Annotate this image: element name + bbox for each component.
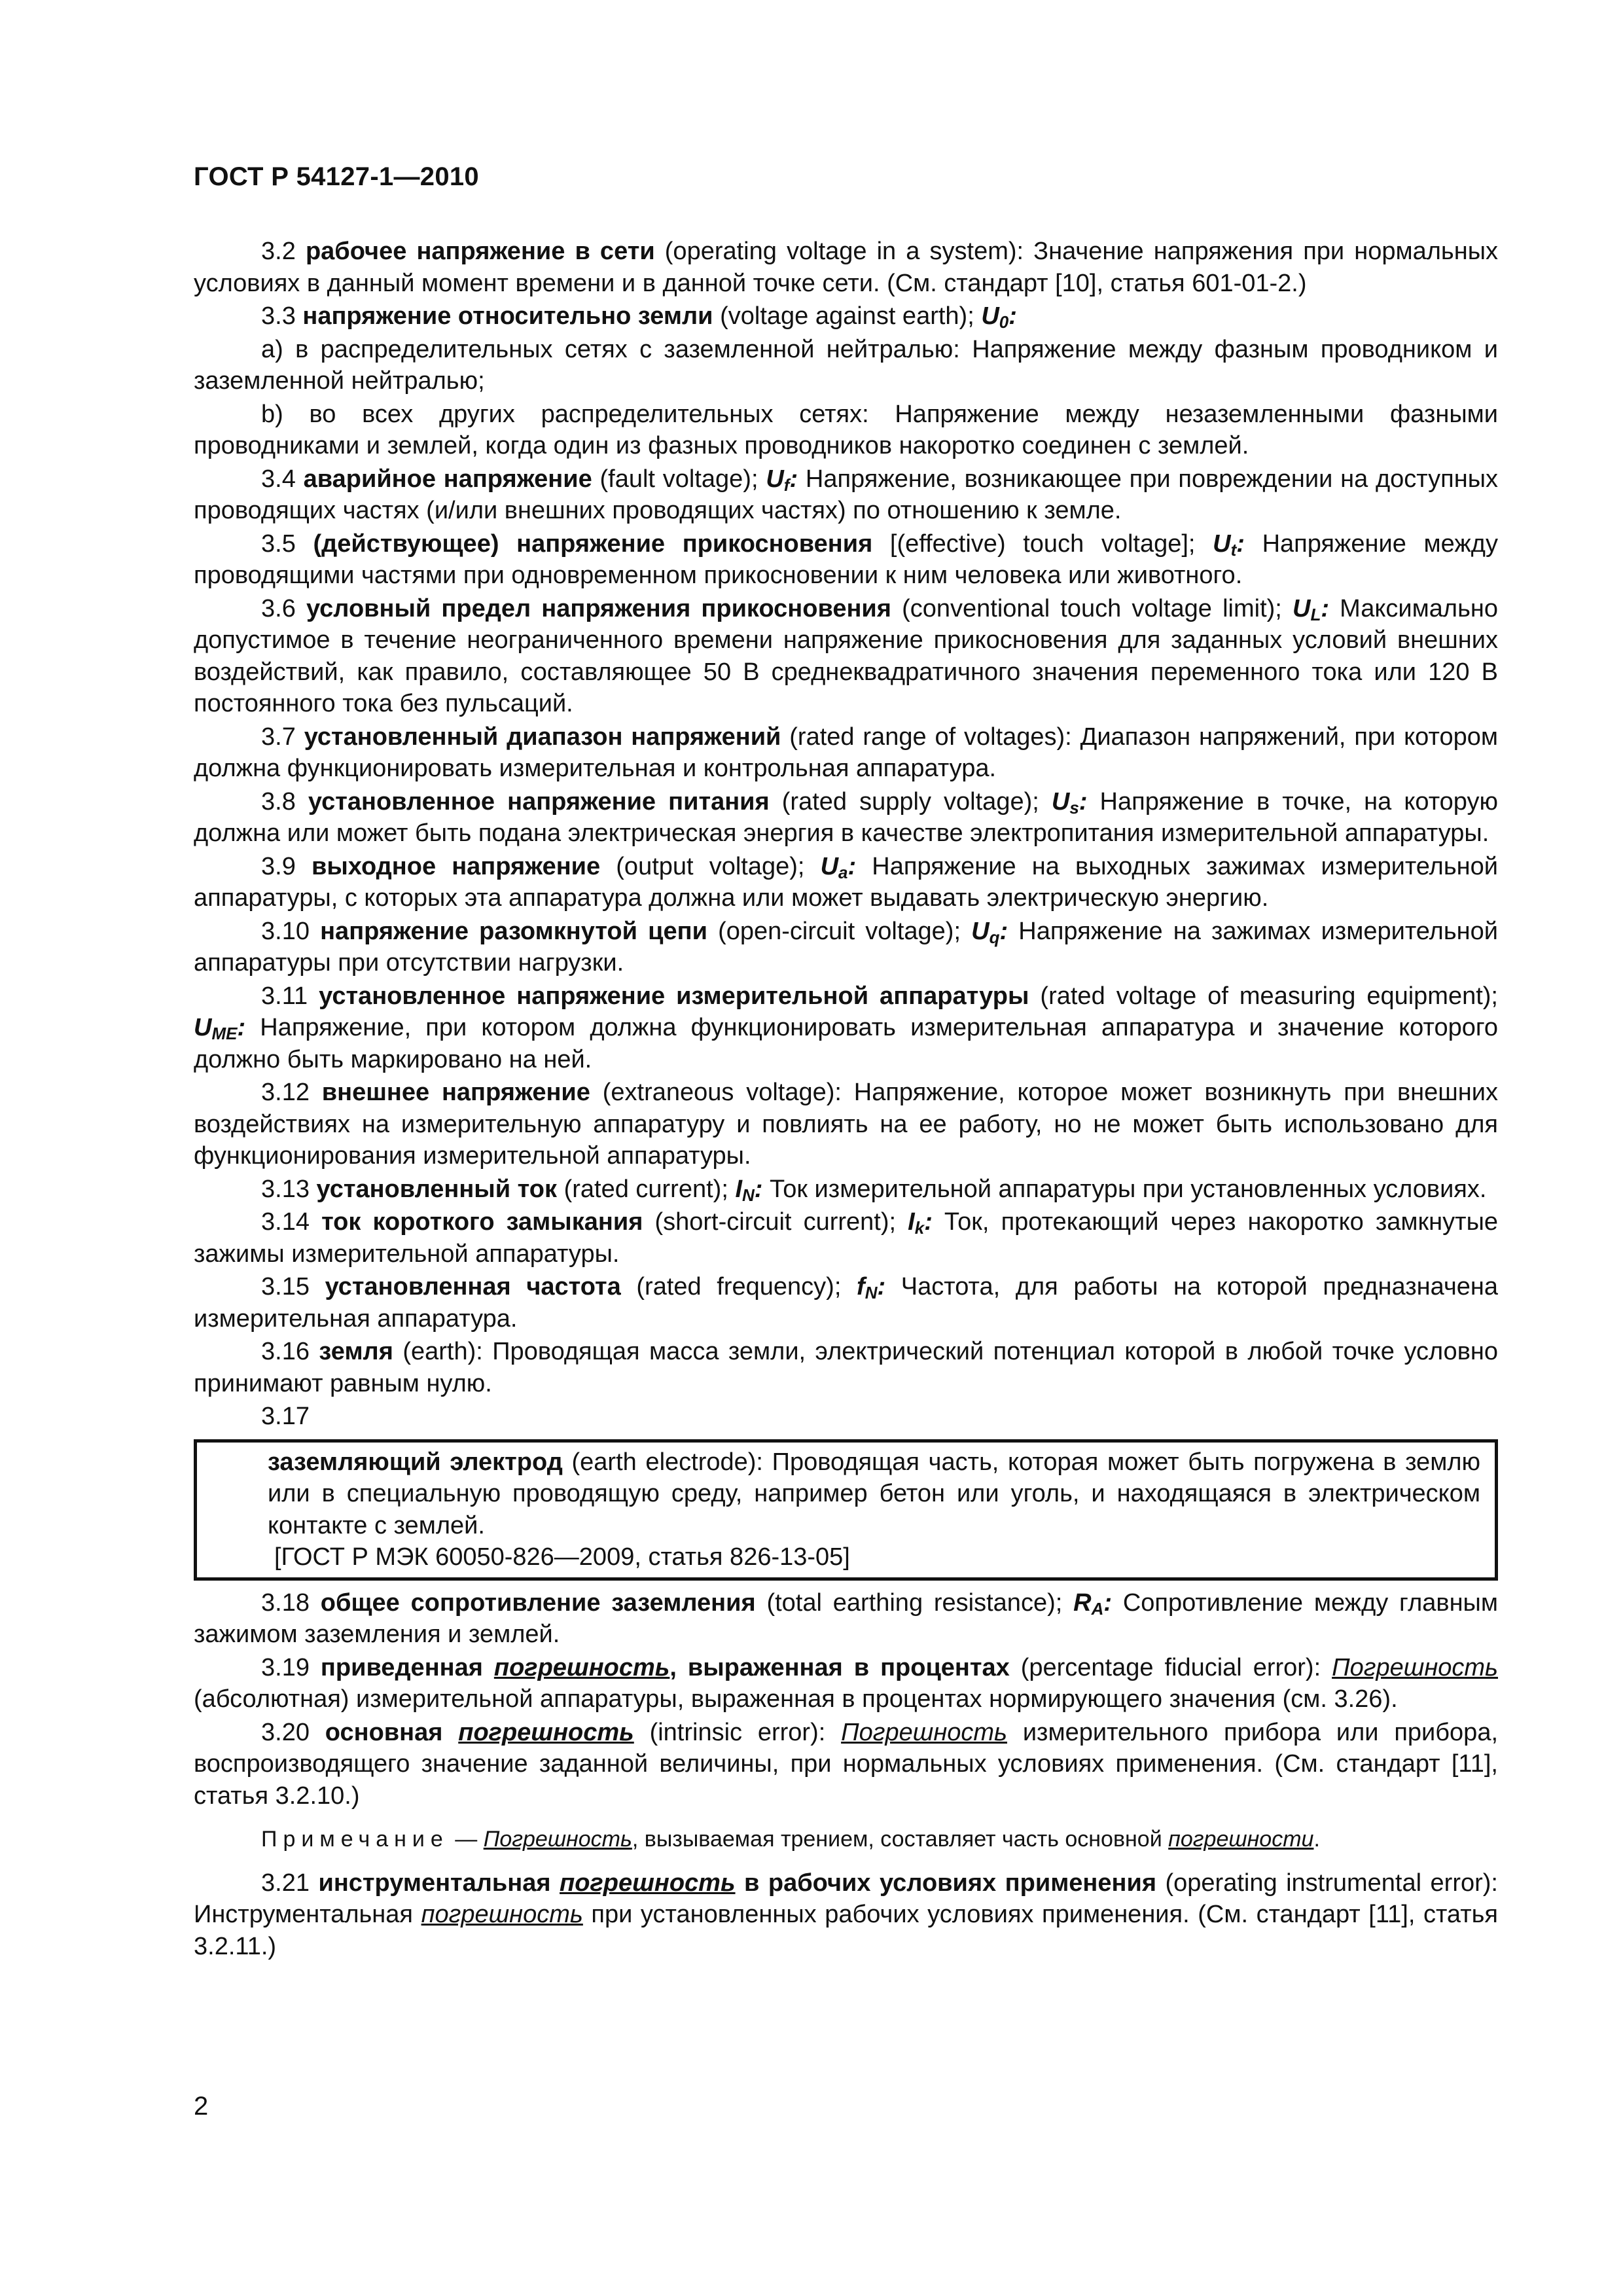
clause-3-11: 3.11 установленное напряжение измерительной аппаратуры (rated voltage of measuring equipment); $U_{ME}$: Напряжение, при котором должна функционировать измерительная аппаратура и значение которого должно быть маркировано на ней. [194,982,1498,1073]
term: условный предел напряжения прикосновения [306,594,891,622]
document-body [194,236,1498,1964]
term: напряжение разомкнутой цепи [320,917,707,945]
term-link[interactable]: погрешность [421,1901,583,1928]
clause-number: 3.12 [261,1079,310,1106]
term: приведенная погрешность, выраженная в процентах [320,1653,1010,1681]
symbol: $U_q$: [971,917,1008,947]
symbol: $R_A$: [1073,1588,1112,1619]
clause-number: 3.11 [261,982,308,1010]
term: инструментальная погрешность в рабочих условиях применения [318,1869,1157,1897]
term: установленная частота [325,1273,621,1300]
term-link[interactable]: Погрешность [841,1718,1007,1746]
clause-3-18: 3.18 общее сопротивление заземления (total earthing resistance); $R_A$: Сопротивление между главным зажимом заземления и землей. [194,1588,1498,1648]
clause-number: 3.20 [261,1718,310,1746]
clause-number: 3.5 [261,529,296,558]
clause-number: 3.18 [261,1588,310,1617]
symbol: $U_f$: [766,465,798,495]
clause-number: 3.21 [261,1869,310,1897]
clause-3-4: 3.4 аварийное напряжение (fault voltage); $U_f$: Напряжение, возникающее при повреждении на доступных проводящих частях (и/или внешних проводящих частях) по отношению к земле. [194,465,1499,524]
clause-3-3-item-a: а) в распределительных сетях с заземленной нейтралью: Напряжение между фазным проводником и заземленной нейтралью; [194,335,1498,395]
term: (действующее) напряжение прикосновения [313,529,873,558]
note-label: Примечание [261,1827,449,1852]
clause-number: 3.13 [261,1175,310,1203]
clause-3-21: 3.21 инструментальная погрешность в рабочих условиях применения (operating instrumental error): Инструментальная погрешность при установленных рабочих условиях применения. (См. стандарт [11], статья 3.2.11.) [194,1869,1498,1960]
definition-text: (operating instrumental error): Инструментальная [194,1869,1498,1928]
definition-text: (output voltage); [600,852,821,880]
definition-text: (earth electrode): Проводящая часть, которая может быть погружена в землю или в специальную проводящую среду, например бетон или уголь, и находящаяся в электрическом контакте с землей. [268,1448,1480,1539]
definition-text: (rated voltage of measuring equipment); [1029,982,1498,1010]
term-link[interactable]: Погрешность [1332,1653,1498,1681]
clause-number: 3.19 [261,1653,310,1681]
term-link[interactable]: погрешность [560,1869,736,1897]
clause-3-20: 3.20 основная погрешность (intrinsic error): Погрешность измерительного прибора или прибора, воспроизводящего значение заданной величины, при нормальных условиях применения. (См. стандарт [11], статья 3.2.10.) [194,1718,1499,1810]
clause-3-13: 3.13 установленный ток (rated current); $I_N$: Ток измерительной аппаратуры при установленных условиях. [261,1175,1487,1205]
clause-number: 3.7 [261,723,296,751]
clause-number: 3.15 [261,1273,310,1300]
term: аварийное напряжение [303,465,592,493]
clause-3-8: 3.8 установленное напряжение питания (rated supply voltage); $U_s$: Напряжение в точке, на которую должна или может быть подана электрическая энергия в качестве электропитания измерительной аппаратуры. [194,787,1499,847]
clause-3-16 [194,1336,1498,1399]
clause-3-14: 3.14 ток короткого замыкания (short-circuit current); $I_k$: Ток, протекающий через накоротко замкнутые зажимы измерительной аппаратуры. [194,1208,1499,1268]
clause-3-9: 3.9 выходное напряжение (output voltage); $U_a$: Напряжение на выходных зажимах измерительной аппаратуры, с которых эта аппаратура должна или может выдавать электрическую энергию. [194,852,1498,912]
definition-text: (fault voltage); [592,465,766,493]
symbol: $U_t$: [1213,529,1245,560]
symbol: $I_N$: [735,1175,763,1205]
clause-3-2 [194,236,1498,299]
clause-3-19: 3.19 приведенная погрешность, выраженная в процентах (percentage fiducial error): Погрешность (абсолютная) измерительной аппаратуры, выраженная в процентах нормирующего значения (см. 3.26). [194,1653,1498,1713]
clause-3-5: 3.5 (действующее) напряжение прикосновения [(effective) touch voltage]; $U_t$: Напряжение между проводящими частями при одновременном прикосновении к ним человека или животного. [194,529,1498,589]
term: заземляющий электрод [268,1448,563,1476]
definition-text: (open-circuit voltage); [707,917,972,945]
page-number: 2 [194,2092,209,2121]
term: установленный диапазон напряжений [304,723,781,751]
clause-3-17-number: 3.17 [261,1403,310,1430]
clause-3-3 [194,300,1498,332]
definition-text: (conventional touch voltage limit); [891,594,1293,622]
clause-number: 3.6 [261,594,296,622]
term: земля [319,1338,393,1365]
clause-number: 3.16 [261,1338,310,1365]
term: выходное напряжение [311,852,601,880]
definition-text: (total earthing resistance); [755,1588,1074,1617]
symbol: $f_N$: [857,1273,886,1302]
term: внешнее напряжение [321,1079,590,1106]
clause-3-7 [194,721,1498,785]
term: установленный ток [316,1175,558,1203]
clause-number: 3.14 [261,1208,310,1236]
term: установленное напряжение измерительной аппаратуры [319,982,1029,1010]
symbol: $U_L$: [1293,594,1329,624]
definition-text: (intrinsic error): [633,1718,842,1746]
term-link[interactable]: погрешность [493,1653,670,1681]
definition-text: (percentage fiducial error): [1009,1653,1332,1681]
clause-number: 3.10 [261,917,310,945]
clause-3-15: 3.15 установленная частота (rated frequency); $f_N$: Частота, для работы на которой предназначена измерительная аппаратура. [194,1273,1498,1333]
clause-number: 3.8 [261,787,296,816]
page-header: ГОСТ Р 54127-1—2010 [194,162,479,191]
clause-number: 3.3 [261,302,296,330]
clause-3-17 [268,1446,1480,1542]
definition-text: (extraneous voltage): Напряжение, которое может возникнуть при внешних воздействиях на измерительную аппаратуру и повлиять на ее работу, но не может быть использовано для функционирования измерительной аппаратуры. [194,1079,1499,1170]
definition-text: (earth): Проводящая масса земли, электрический потенциал которой в любой точке условно принимают равным нулю. [194,1338,1498,1397]
definition-text: (short-circuit current); [643,1208,908,1236]
definition-text: (operating voltage in a system): Значение напряжения при нормальных условиях в данный момент времени и в данной точке сети. (См. стандарт [10], статья 601-01-2.) [194,238,1499,297]
term: основная погрешность [325,1718,634,1746]
clause-3-10: 3.10 напряжение разомкнутой цепи (open-circuit voltage); $U_q$: Напряжение на зажимах измерительной аппаратуры при отсутствии нагрузки. [194,917,1498,977]
term-link[interactable]: погрешность [458,1718,634,1746]
clause-3-6: 3.6 условный предел напряжения прикосновения (conventional touch voltage limit); $U_L$: Максимально допустимое в течение неограниченного времени напряжение прикосновения для заданных условий внешних воздействий, как правило, составляющее 50 В среднеквадратичного значения переменного тока или 120 В постоянного тока без пульсаций. [194,594,1498,717]
quoted-definition-box [194,1439,1498,1581]
clause-number: 3.2 [261,238,296,265]
symbol: $U_{ME}$: [194,1014,246,1043]
symbol: $U_s$: [1051,787,1088,817]
term: рабочее напряжение в сети [305,238,655,265]
definition-text: (rated frequency); [620,1273,857,1300]
symbol: $I_k$: [908,1208,933,1238]
symbol: $U_0$: [981,302,1017,332]
term: напряжение относительно земли [302,302,713,330]
term: установленное напряжение питания [308,787,770,816]
clause-number: 3.4 [261,465,296,493]
clause-3-3-item-b: b) во всех других распределительных сетях: Напряжение между незаземленными фазными проводниками и землей, когда один из фазных проводников накоротко соединен с землей. [194,400,1498,459]
definition-text: [(effective) touch voltage]; [872,529,1213,558]
source-reference: [ГОСТ Р МЭК 60050-826—2009, статья 826-13-05] [274,1543,850,1571]
term-link[interactable]: погрешности [1168,1827,1314,1852]
definition-text: (rated current); [557,1175,736,1203]
note: Примечание — Погрешность, вызываемая трением, составляет часть основной погрешности. [261,1827,1320,1852]
term-link[interactable]: Погрешность [483,1827,632,1852]
term: ток короткого замыкания [321,1208,643,1236]
symbol: $U_a$: [820,852,857,882]
clause-3-12 [194,1077,1498,1172]
term: общее сопротивление заземления [320,1588,756,1617]
clause-number: 3.9 [261,852,296,880]
definition-text: (voltage against earth); [713,302,982,330]
definition-text: (rated supply voltage); [769,787,1052,816]
definition-text: (rated range of voltages): Диапазон напряжений, при котором должна функционировать измерительная и контрольная аппаратура. [194,723,1498,782]
